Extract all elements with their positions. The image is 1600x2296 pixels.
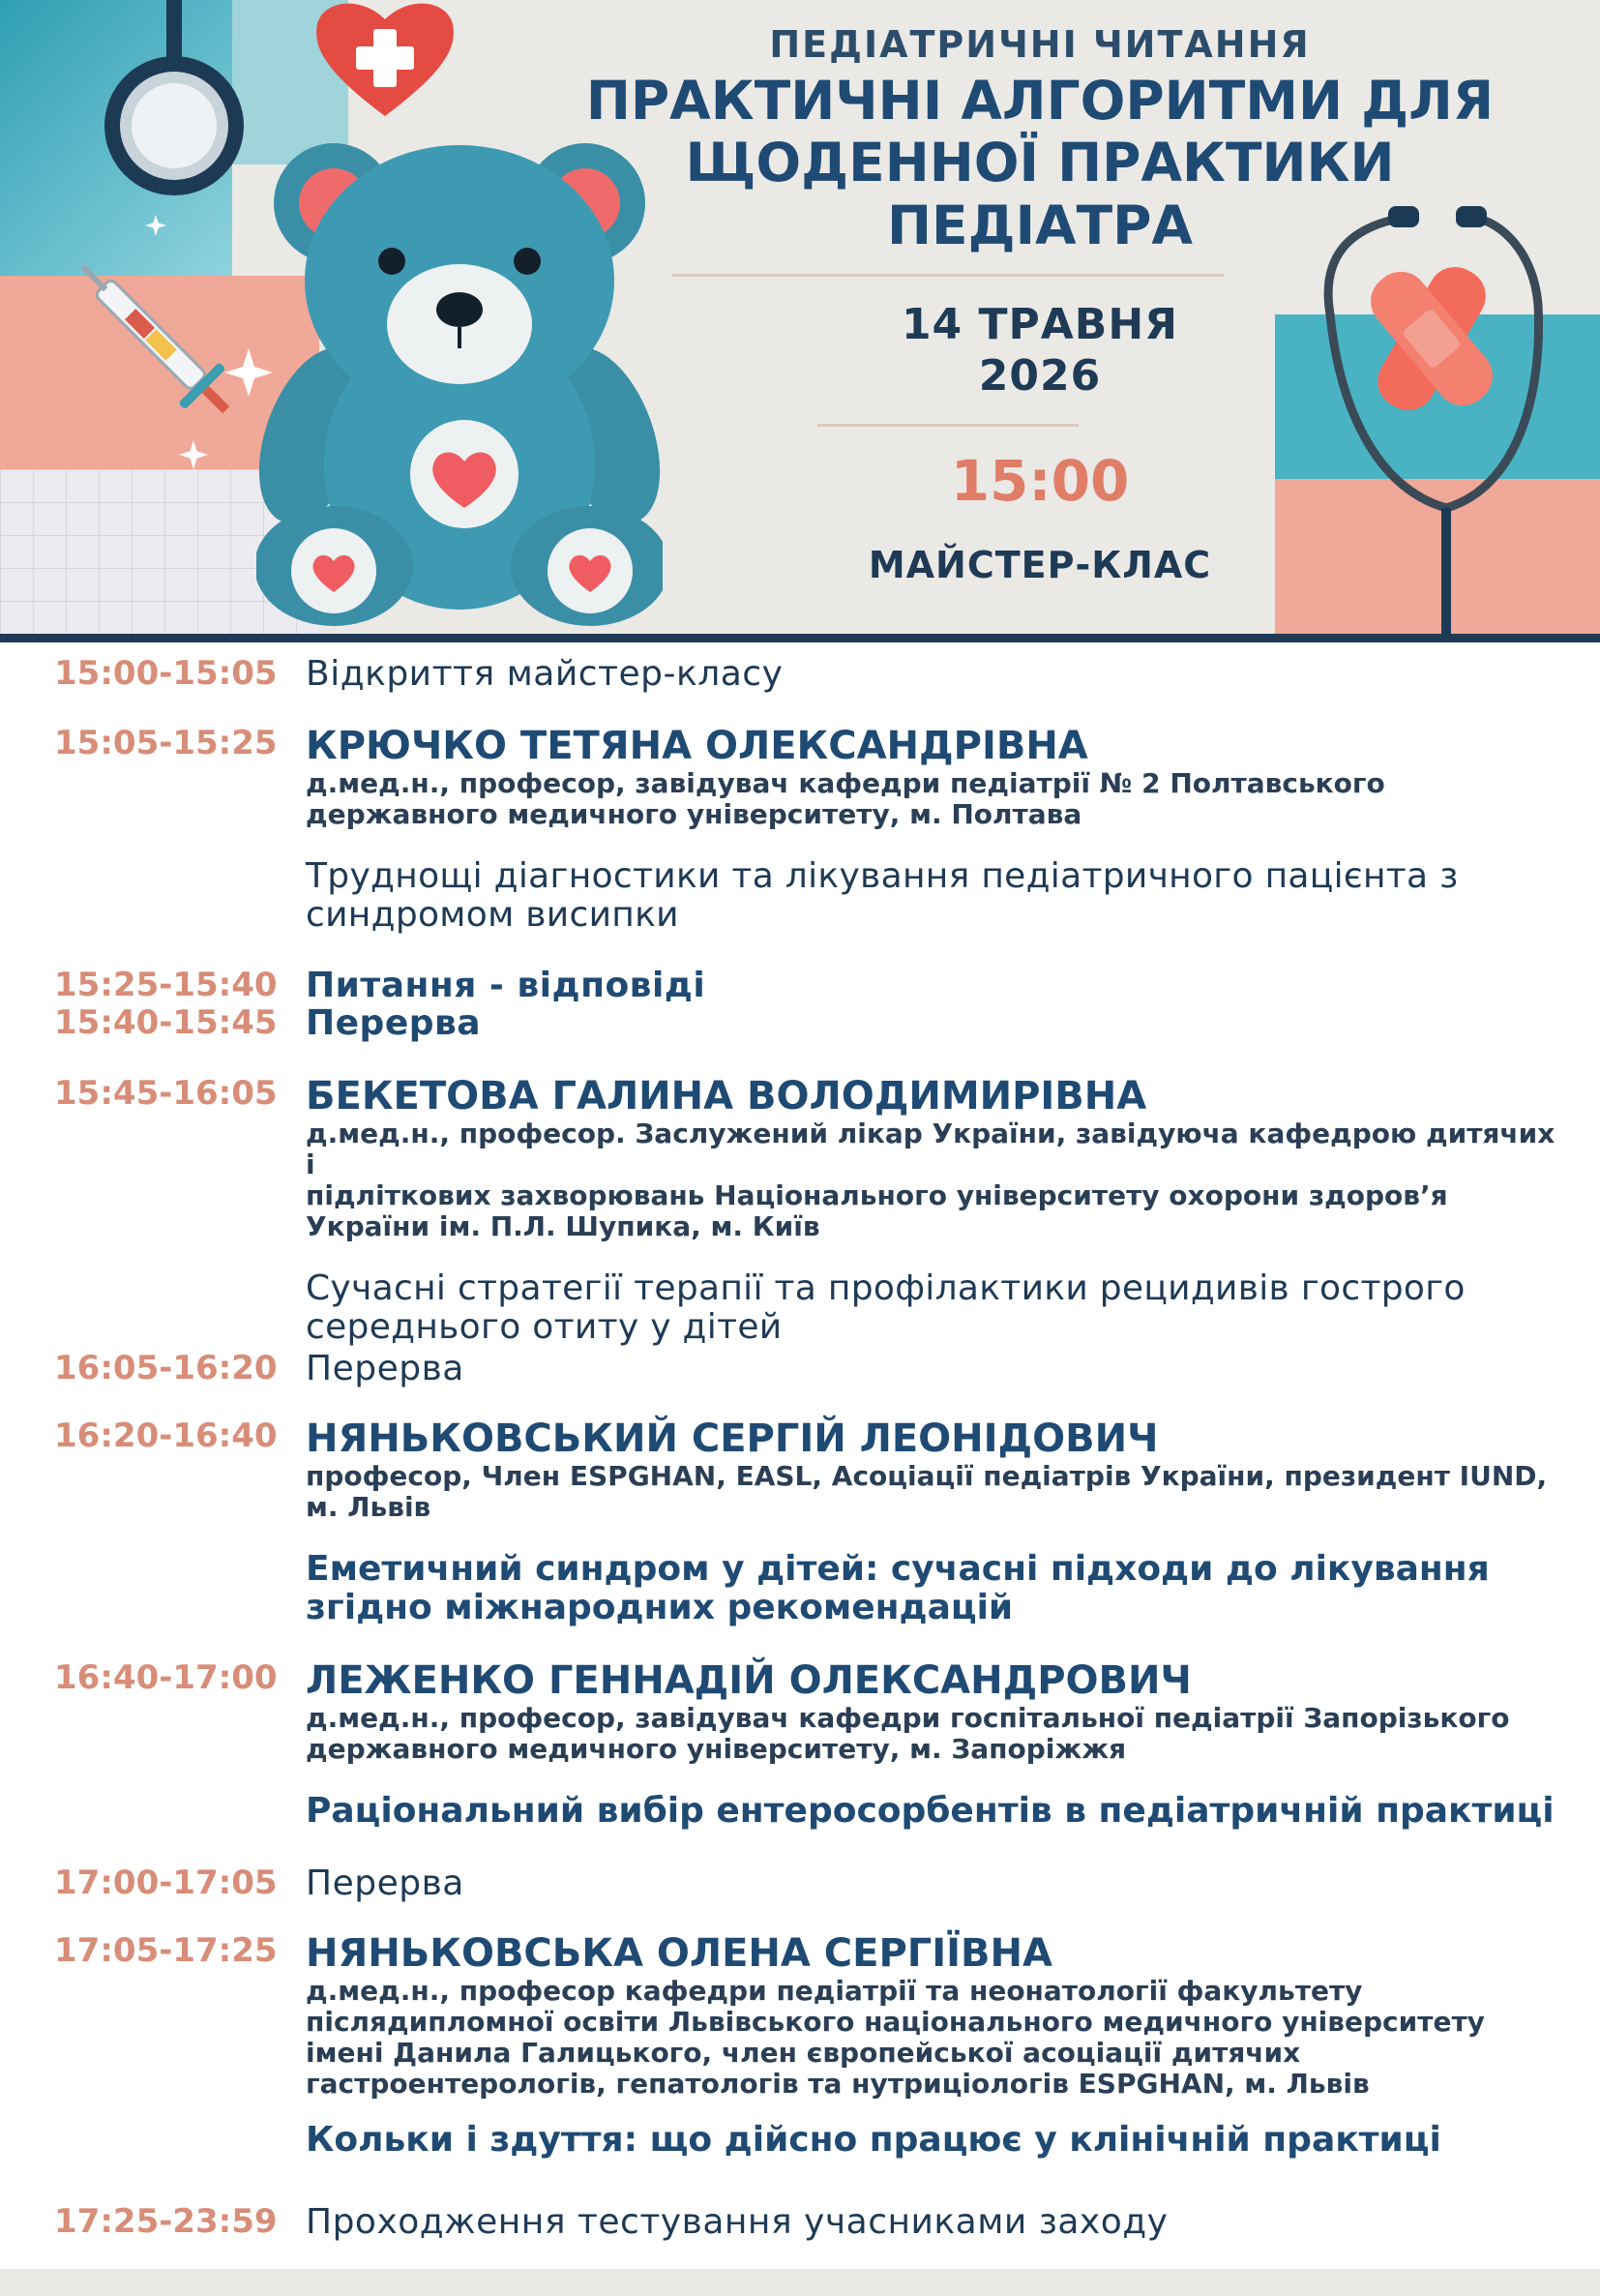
talk-title: Еметичний синдром у дітей: сучасні підходи до лікування згідно міжнародних рекомендацій bbox=[306, 1549, 1490, 1627]
agenda-time: 16:05-16:20 bbox=[54, 1349, 278, 1387]
event-date bbox=[542, 300, 1538, 403]
agenda-time: 17:00-17:05 bbox=[54, 1864, 278, 1902]
sparkle-icon bbox=[179, 440, 208, 469]
talk-title: Сучасні стратегії терапії та профілактики рецидивів гострого середнього отиту у дітей bbox=[306, 1268, 1466, 1347]
speaker-name: КРЮЧКО ТЕТЯНА ОЛЕКСАНДРІВНА bbox=[306, 724, 1088, 768]
divider bbox=[817, 424, 1079, 427]
agenda-time: 15:25-15:40 bbox=[54, 966, 278, 1004]
talk-title: Раціональний вибір ентеросорбентів в педіатричній практиці bbox=[306, 1791, 1555, 1831]
agenda-time: 15:45-16:05 bbox=[54, 1074, 278, 1113]
agenda-content bbox=[306, 1931, 1563, 2160]
agenda-content bbox=[306, 1074, 1563, 1347]
speaker-affiliation: д.мед.н., професор. Заслужений лікар України, завідуюча кафедрою дитячих і підліткових захворювань Національного університету охорони здоров’я України ім. П.Л. Шупика, м. Київ bbox=[306, 1118, 1556, 1242]
agenda-content bbox=[306, 724, 1563, 935]
event-format: МАЙСТЕР-КЛАС bbox=[868, 544, 1212, 586]
speaker-name: ЛЕЖЕНКО ГЕННАДІЙ ОЛЕКСАНДРОВИЧ bbox=[306, 1658, 1192, 1703]
event-kicker: ПЕДІАТРИЧНІ ЧИТАННЯ bbox=[769, 23, 1311, 66]
agenda-time: 17:05-17:25 bbox=[54, 1931, 278, 1970]
header-divider-band bbox=[0, 634, 1600, 642]
agenda-content bbox=[306, 1658, 1563, 1831]
talk-title: Труднощі діагностики та лікування педіатричного пацієнта з синдромом висипки bbox=[306, 856, 1459, 935]
speaker-name: НЯНЬКОВСЬКИЙ СЕРГІЙ ЛЕОНІДОВИЧ bbox=[306, 1416, 1159, 1461]
agenda-time: 15:05-15:25 bbox=[54, 724, 278, 762]
agenda-time: 17:25-23:59 bbox=[54, 2202, 278, 2241]
speaker-name: БЕКЕТОВА ГАЛИНА ВОЛОДИМИРІВНА bbox=[306, 1074, 1147, 1118]
event-title-line: ЩОДЕННОЇ ПРАКТИКИ bbox=[685, 132, 1395, 194]
speaker-name: НЯНЬКОВСЬКА ОЛЕНА СЕРГІЇВНА bbox=[306, 1931, 1052, 1976]
event-title-line: ПЕДІАТРА bbox=[886, 194, 1193, 256]
sparkle-icon bbox=[145, 215, 166, 236]
speaker-affiliation: д.мед.н., професор, завідувач кафедри педіатрії № 2 Полтавського державного медичного університету, м. Полтава bbox=[306, 767, 1385, 830]
agenda-text: Перерва bbox=[306, 1349, 464, 1388]
agenda-time: 16:20-16:40 bbox=[54, 1416, 278, 1455]
speaker-affiliation: професор, Член ESPGHAN, EASL, Асоціації педіатрів України, президент IUND, м. Львів bbox=[306, 1460, 1548, 1523]
agenda-time: 15:00-15:05 bbox=[54, 654, 278, 693]
speaker-affiliation: д.мед.н., професор, завідувач кафедри госпітальної педіатрії Запорізького державного медичного університету, м. Запоріжжя bbox=[306, 1702, 1510, 1765]
agenda-text: Перерва bbox=[306, 1864, 464, 1903]
agenda-content bbox=[306, 1416, 1563, 1627]
speaker-affiliation: д.мед.н., професор кафедри педіатрії та неонатології факультету післядипломної освіти Львівського національного медичного університету імені Данила Галицького, член європейської асоціації дитячих гастроентерологів, гепатологів та нутриціологів ESPGHAN, м. Львів bbox=[306, 1975, 1485, 2100]
agenda-text: Проходження тестування учасниками заходу bbox=[306, 2202, 1169, 2242]
agenda-text: Питання - відповіді bbox=[306, 966, 706, 1005]
talk-title: Кольки і здуття: що дійсно працює у клінічній практиці bbox=[306, 2120, 1441, 2160]
event-date-day: 14 ТРАВНЯ bbox=[901, 300, 1179, 349]
divider bbox=[672, 274, 1224, 277]
event-time: 15:00 bbox=[950, 448, 1130, 514]
agenda-text: Перерва bbox=[306, 1003, 482, 1043]
event-title bbox=[542, 70, 1538, 256]
agenda-time: 15:40-15:45 bbox=[54, 1003, 278, 1042]
header-banner bbox=[0, 0, 1600, 634]
agenda-time: 16:40-17:00 bbox=[54, 1658, 278, 1697]
footer-band bbox=[0, 2269, 1600, 2296]
event-date-year: 2026 bbox=[978, 350, 1102, 401]
stethoscope-icon bbox=[77, 0, 271, 242]
agenda-text: Відкриття майстер-класу bbox=[306, 654, 784, 694]
heart-cross-icon bbox=[308, 0, 462, 121]
event-title-line: ПРАКТИЧНІ АЛГОРИТМИ ДЛЯ bbox=[585, 70, 1495, 132]
